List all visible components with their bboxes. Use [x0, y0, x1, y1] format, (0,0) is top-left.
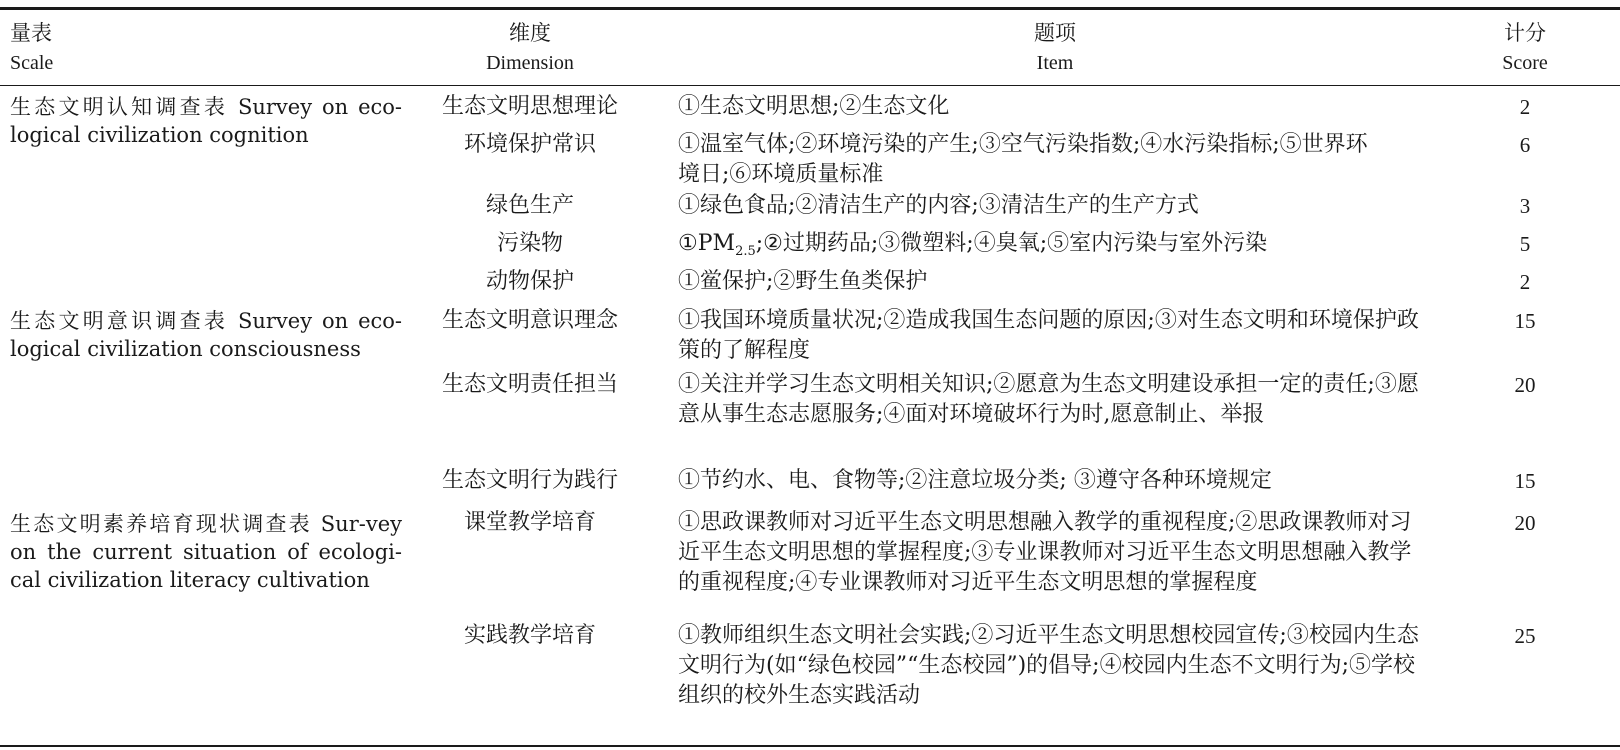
score-cell: 6 — [1519, 133, 1531, 157]
dimension-cell: 课堂教学培育 — [463, 510, 596, 535]
score-cell: 2 — [1519, 95, 1531, 119]
item-cell: ①我国环境质量状况;②造成我国生态问题的原因;③对生态文明和环境保护政策的了解程度 — [678, 308, 1419, 363]
item-cell: ①温室气体;②环境污染的产生;③空气污染指数;④水污染指标;⑤世界环境日;⑥环境质量标准 — [678, 132, 1368, 187]
dimension-cell: 绿色生产 — [485, 193, 574, 218]
table-top-rule — [0, 7, 1620, 10]
item-cell: ①关注并学习生态文明相关知识;②愿意为生态文明建设承担一定的责任;③愿意从事生态志愿服务;④面对环境破坏行为时,愿意制止、举报 — [678, 372, 1419, 427]
item-cell: ①鲎保护;②野生鱼类保护 — [678, 269, 928, 294]
header-item — [905, 18, 1205, 78]
score-cell: 15 — [1514, 469, 1536, 493]
item-cell: ①生态文明思想;②生态文化 — [678, 94, 950, 119]
dimension-cell: 动物保护 — [485, 269, 574, 294]
dimension-cell: 生态文明思想理论 — [441, 94, 618, 119]
item-text: ①PM — [678, 231, 736, 256]
scale-consciousness: 生态文明意识调查表 Survey on eco-logical civilization consciousness — [10, 309, 402, 361]
header-scale-cn: 量表 — [10, 21, 52, 45]
header-score-en: Score — [1502, 52, 1548, 74]
table-bottom-rule — [0, 745, 1620, 747]
header-dimension-cn: 维度 — [509, 21, 551, 45]
item-cell: ①教师组织生态文明社会实践;②习近平生态文明思想校园宣传;③校园内生态文明行为(如“绿色校园”“生态校园”)的倡导;④校园内生态不文明行为;⑤学校组织的校外生态实践活动 — [678, 623, 1419, 708]
header-scale — [10, 18, 53, 78]
dimension-cell: 实践教学培育 — [463, 623, 596, 648]
item-cell: ①思政课教师对习近平生态文明思想融入教学的重视程度;②思政课教师对习近平生态文明思想的掌握程度;③专业课教师对习近平生态文明思想融入教学的重视程度;④专业课教师对习近平生态文明思想的掌握程度 — [678, 510, 1412, 595]
dimension-cell: 生态文明意识理念 — [441, 308, 618, 333]
scale-literacy-cultivation: 生态文明素养培育现状调查表 Sur-vey on the current situation of ecologi-cal civilization literacy cultivation — [10, 512, 402, 592]
item-subscript: 2.5 — [735, 244, 756, 259]
dimension-cell: 生态文明行为践行 — [441, 468, 618, 493]
item-cell: ①节约水、电、食物等;②注意垃圾分类; ③遵守各种环境规定 — [678, 468, 1272, 493]
header-scale-en: Scale — [10, 52, 54, 74]
header-dimension-en: Dimension — [486, 52, 574, 74]
score-cell: 2 — [1519, 270, 1531, 294]
header-item-cn: 题项 — [1034, 21, 1076, 45]
dimension-cell: 环境保护常识 — [463, 132, 596, 157]
item-cell: ①绿色食品;②清洁生产的内容;③清洁生产的生产方式 — [678, 193, 1199, 218]
score-cell: 5 — [1519, 232, 1531, 256]
scale-cognition: 生态文明认知调查表 Survey on eco-logical civilization cognition — [10, 95, 402, 147]
item-text: ;②过期药品;③微塑料;④臭氧;⑤室内污染与室外污染 — [755, 231, 1268, 256]
dimension-cell: 生态文明责任担当 — [441, 372, 618, 397]
header-score-cn: 计分 — [1504, 21, 1546, 45]
header-score — [1485, 18, 1565, 78]
header-dimension — [460, 18, 600, 78]
score-cell: 20 — [1514, 373, 1536, 397]
item-cell — [678, 229, 1428, 267]
header-rule — [0, 85, 1620, 86]
header-item-en: Item — [1036, 52, 1074, 74]
score-cell: 20 — [1514, 511, 1536, 535]
score-cell: 25 — [1514, 624, 1536, 648]
dimension-cell: 污染物 — [496, 231, 563, 256]
score-cell: 3 — [1519, 194, 1531, 218]
score-cell: 15 — [1514, 309, 1536, 333]
